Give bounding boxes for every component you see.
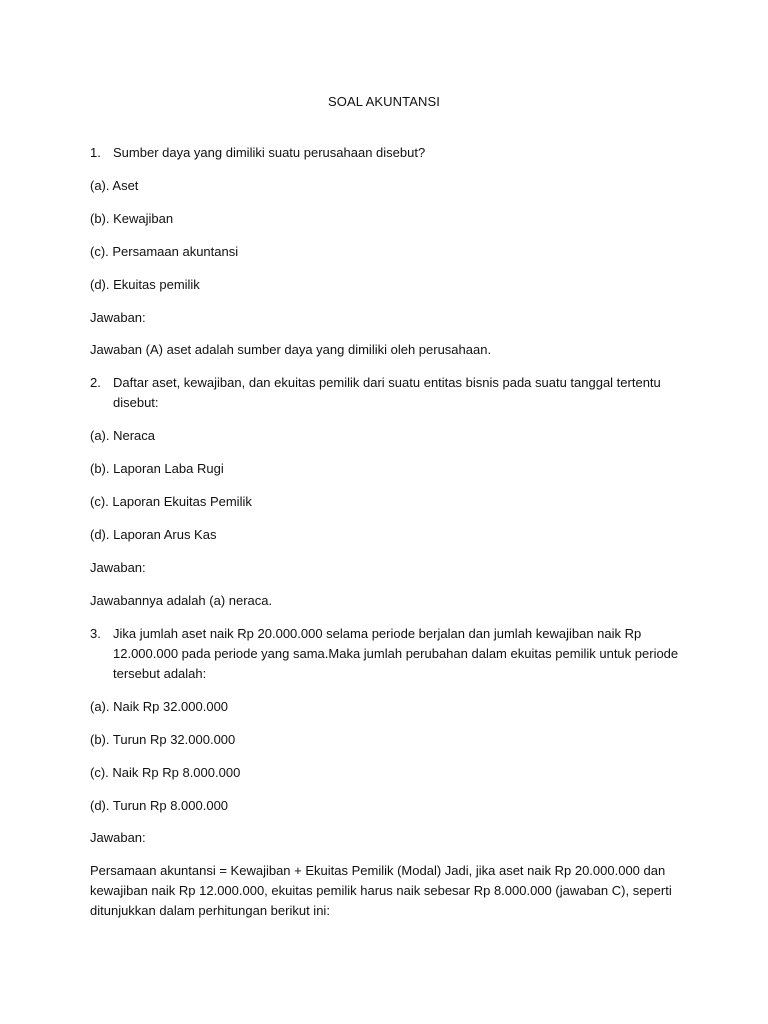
option-c: (c). Laporan Ekuitas Pemilik xyxy=(90,494,252,509)
question-2 xyxy=(90,373,670,413)
question-text: Sumber daya yang dimiliki suatu perusahaan disebut? xyxy=(113,145,426,160)
option-a: (a). Neraca xyxy=(90,428,156,443)
question-text: Jika jumlah aset naik Rp 20.000.000 selama periode berjalan dan jumlah kewajiban naik Rp 12.000.000 pada periode yang sama.Maka jumlah perubahan dalam ekuitas pemilik untuk periode tersebut adalah: xyxy=(113,626,679,681)
answer-text: Jawaban (A) aset adalah sumber daya yang dimiliki oleh perusahaan. xyxy=(90,342,492,357)
option-b: (b). Turun Rp 32.000.000 xyxy=(90,732,236,747)
question-3 xyxy=(90,624,685,684)
question-1 xyxy=(90,143,690,163)
option-a: (a). Aset xyxy=(90,178,139,193)
option-c: (c). Naik Rp Rp 8.000.000 xyxy=(90,765,241,780)
question-number: 2. xyxy=(90,375,101,390)
question-number: 1. xyxy=(90,145,101,160)
question-number: 3. xyxy=(90,626,101,641)
answer-text: Jawabannya adalah (a) neraca. xyxy=(90,593,273,608)
question-text: Daftar aset, kewajiban, dan ekuitas pemilik dari suatu entitas bisnis pada suatu tanggal tertentu disebut: xyxy=(113,375,661,410)
option-b: (b). Kewajiban xyxy=(90,211,174,226)
option-d: (d). Turun Rp 8.000.000 xyxy=(90,798,229,813)
option-d: (d). Ekuitas pemilik xyxy=(90,277,200,292)
option-c: (c). Persamaan akuntansi xyxy=(90,244,239,259)
option-a: (a). Naik Rp 32.000.000 xyxy=(90,699,229,714)
answer-label: Jawaban: xyxy=(90,310,146,325)
answer-label: Jawaban: xyxy=(90,560,146,575)
answer-label: Jawaban: xyxy=(90,830,146,845)
answer-text: Persamaan akuntansi = Kewajiban + Ekuitas Pemilik (Modal) Jadi, jika aset naik Rp 20.000.000 dan kewajiban naik Rp 12.000.000, ekuitas pemilik harus naik sebesar Rp 8.000.000 (jawaban C), seperti ditunjukkan dalam perhitungan berikut ini: xyxy=(90,863,672,918)
option-b: (b). Laporan Laba Rugi xyxy=(90,461,224,476)
document-title: SOAL AKUNTANSI xyxy=(328,94,440,109)
option-d: (d). Laporan Arus Kas xyxy=(90,527,217,542)
